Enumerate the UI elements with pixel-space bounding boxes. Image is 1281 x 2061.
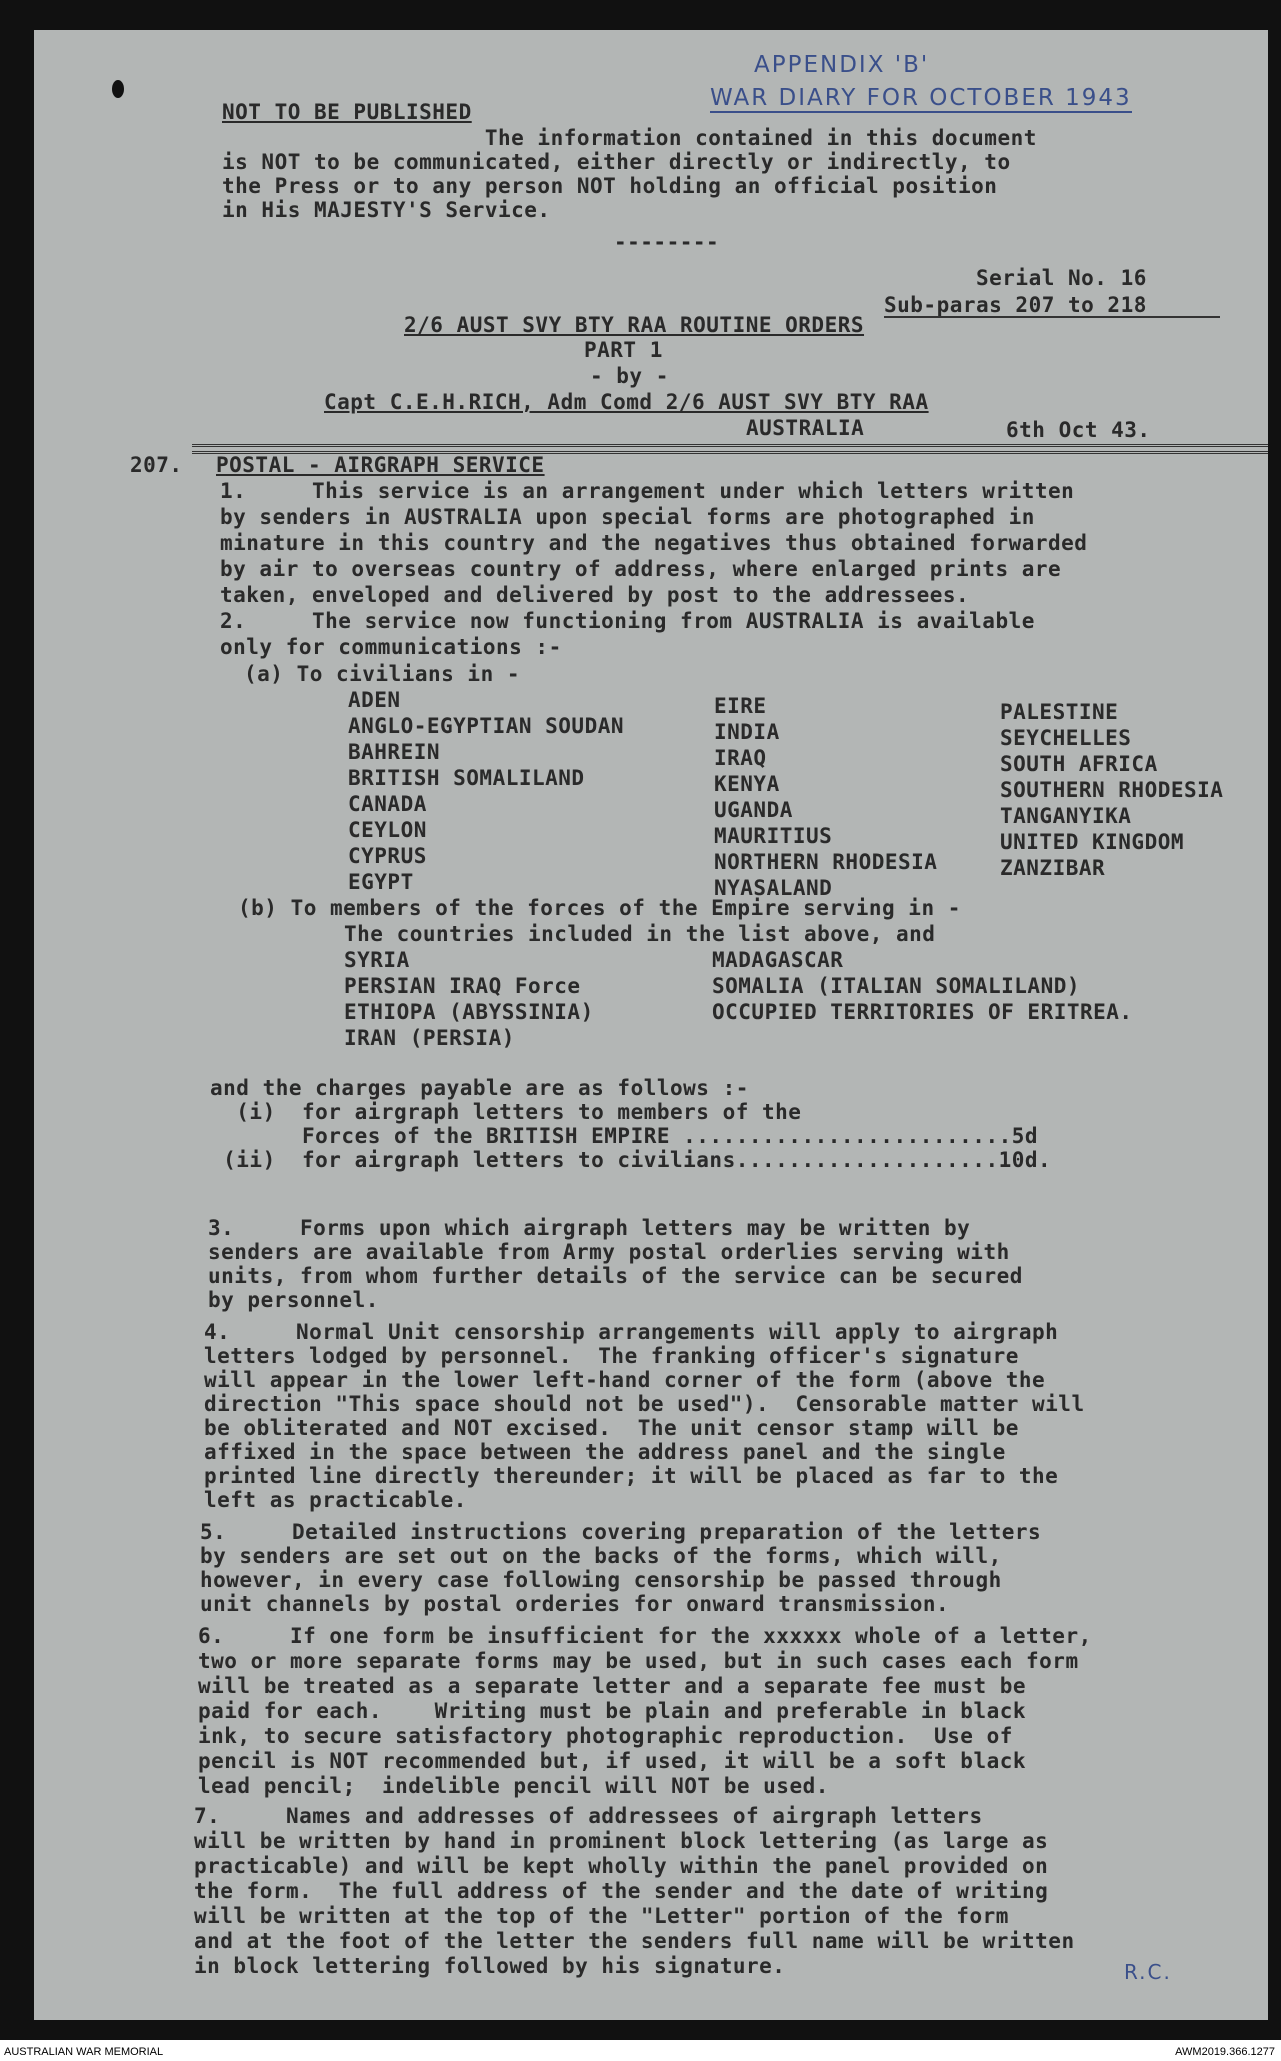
place: AUSTRALIA <box>746 416 865 440</box>
serial-number: Serial No. 16 <box>976 266 1147 290</box>
text-line: in block lettering followed by his signature. <box>194 1954 786 1978</box>
country-name: CYPRUS <box>348 844 427 868</box>
orders-title: 2/6 AUST SVY BTY RAA ROUTINE ORDERS <box>404 313 865 337</box>
notice-line: The information contained in this document <box>222 126 1037 150</box>
text-line: senders are available from Army postal orderlies serving with <box>208 1240 1010 1264</box>
document-page <box>34 30 1268 2020</box>
by-label: - by - <box>590 364 669 388</box>
country-name: UGANDA <box>714 798 793 822</box>
handwritten-appendix: APPENDIX 'B' <box>754 52 930 78</box>
country-name: NORTHERN RHODESIA <box>714 850 938 874</box>
country-name: BRITISH SOMALILAND <box>348 766 585 790</box>
text-line: and at the foot of the letter the senders full name will be written <box>194 1929 1075 1953</box>
text-line: two or more separate forms may be used, but in such cases each form <box>198 1649 1079 1673</box>
text-line: 2. The service now functioning from AUSTRALIA is available <box>220 609 1035 633</box>
country-name: EIRE <box>714 694 767 718</box>
order-date: 6th Oct 43. <box>1006 418 1151 442</box>
text-line: unit channels by postal orderies for onward transmission. <box>200 1592 950 1616</box>
country-name: BAHREIN <box>348 740 441 764</box>
country-name: ZANZIBAR <box>1000 856 1106 880</box>
country-name: UNITED KINGDOM <box>1000 830 1185 854</box>
country-name: NYASALAND <box>714 876 833 900</box>
text-line: 7. Names and addresses of addressees of airgraph letters <box>194 1804 983 1828</box>
text-line: ink, to secure satisfactory photographic reproduction. Use of <box>198 1724 1013 1748</box>
text-line: paid for each. Writing must be plain and preferable in black <box>198 1699 1027 1723</box>
text-line: taken, enveloped and delivered by post to the addressees. <box>220 583 970 607</box>
country-name: SOUTH AFRICA <box>1000 752 1158 776</box>
text-line: 1. This service is an arrangement under which letters written <box>220 479 1075 503</box>
country-name: TANGANYIKA <box>1000 804 1132 828</box>
handwritten-war-diary: WAR DIARY FOR OCTOBER 1943 <box>710 85 1132 111</box>
charge-line: Forces of the BRITISH EMPIRE .........................5d <box>210 1124 1039 1148</box>
forces-intro: The countries included in the list above, and <box>344 922 936 946</box>
footer-right: AWM2019.366.1277 <box>1175 2046 1275 2058</box>
text-line: by senders are set out on the backs of the forms, which will, <box>200 1544 1002 1568</box>
text-line: 5. Detailed instructions covering preparation of the letters <box>200 1520 1042 1544</box>
country-name: PERSIAN IRAQ Force <box>344 974 581 998</box>
country-name: INDIA <box>714 720 780 744</box>
text-line: will be written at the top of the "Letter" portion of the form <box>194 1904 1009 1928</box>
text-line: 6. If one form be insufficient for the xxxxxx whole of a letter, <box>198 1624 1092 1648</box>
text-line: printed line directly thereunder; it will be placed as far to the <box>204 1464 1059 1488</box>
text-line: will be treated as a separate letter and a separate fee must be <box>198 1674 1027 1698</box>
not-published-heading: NOT TO BE PUBLISHED <box>222 100 472 124</box>
text-line: units, from whom further details of the service can be secured <box>208 1264 1023 1288</box>
country-name: KENYA <box>714 772 780 796</box>
country-name: SOUTHERN RHODESIA <box>1000 778 1224 802</box>
text-line: pencil is NOT recommended but, if used, it will be a soft black <box>198 1749 1027 1773</box>
section-number: 207. <box>130 453 183 477</box>
sub-a-heading: (a) To civilians in - <box>244 662 521 686</box>
charge-line: and the charges payable are as follows :- <box>210 1076 749 1100</box>
charge-line: (i) for airgraph letters to members of the <box>210 1100 802 1124</box>
text-line: the form. The full address of the sender and the date of writing <box>194 1879 1049 1903</box>
footer-bar <box>0 2040 1281 2061</box>
notice-line: the Press or to any person NOT holding an official position <box>222 174 998 198</box>
text-line: left as practicable. <box>204 1488 467 1512</box>
country-name: SYRIA <box>344 948 410 972</box>
country-name: OCCUPIED TERRITORIES OF ERITREA. <box>712 1000 1133 1024</box>
notice-line: is NOT to be communicated, either directly or indirectly, to <box>222 150 1011 174</box>
text-line: by air to overseas country of address, where enlarged prints are <box>220 557 1062 581</box>
text-line: will be written by hand in prominent block lettering (as large as <box>194 1829 1049 1853</box>
country-name: ETHIOPA (ABYSSINIA) <box>344 1000 594 1024</box>
country-name: IRAN (PERSIA) <box>344 1026 515 1050</box>
country-name: MAURITIUS <box>714 824 833 848</box>
part-label: PART 1 <box>584 338 663 362</box>
footer-left: AUSTRALIAN WAR MEMORIAL <box>4 2046 164 2058</box>
sub-b-heading: (b) To members of the forces of the Empire serving in - <box>238 896 961 920</box>
author-line: Capt C.E.H.RICH, Adm Comd 2/6 AUST SVY BTY RAA <box>324 390 929 414</box>
country-name: EGYPT <box>348 870 414 894</box>
handwritten-initials: R.C. <box>1124 1960 1172 1984</box>
text-line: by senders in AUSTRALIA upon special forms are photographed in <box>220 505 1035 529</box>
punch-hole <box>112 80 124 98</box>
sub-paras: Sub-paras 207 to 218 <box>884 293 1147 317</box>
text-line: practicable) and will be kept wholly within the panel provided on <box>194 1854 1049 1878</box>
sub-paras-underline <box>884 316 1220 318</box>
text-line: be obliterated and NOT excised. The unit censor stamp will be <box>204 1416 1019 1440</box>
text-line: however, in every case following censorship be passed through <box>200 1568 1002 1592</box>
text-line: by personnel. <box>208 1288 379 1312</box>
charge-line: (ii) for airgraph letters to civilians....................10d. <box>210 1148 1052 1172</box>
section-title: POSTAL - AIRGRAPH SERVICE <box>216 453 545 477</box>
country-name: CANADA <box>348 792 427 816</box>
country-name: SOMALIA (ITALIAN SOMALILAND) <box>712 974 1081 998</box>
double-rule <box>192 444 1268 447</box>
text-line: 4. Normal Unit censorship arrangements will apply to airgraph <box>204 1320 1059 1344</box>
country-name: MADAGASCAR <box>712 948 844 972</box>
country-name: SEYCHELLES <box>1000 726 1132 750</box>
country-name: IRAQ <box>714 746 767 770</box>
country-name: ANGLO-EGYPTIAN SOUDAN <box>348 714 625 738</box>
text-line: affixed in the space between the address panel and the single <box>204 1440 1006 1464</box>
text-line: lead pencil; indelible pencil will NOT be used. <box>198 1774 829 1798</box>
text-line: minature in this country and the negatives thus obtained forwarded <box>220 531 1088 555</box>
text-line: direction "This space should not be used"). Censorable matter will <box>204 1392 1085 1416</box>
country-name: PALESTINE <box>1000 700 1119 724</box>
notice-line: in His MAJESTY'S Service. <box>222 198 551 222</box>
text-line: letters lodged by personnel. The franking officer's signature <box>204 1344 1019 1368</box>
text-line: 3. Forms upon which airgraph letters may be written by <box>208 1216 971 1240</box>
country-name: CEYLON <box>348 818 427 842</box>
text-line: only for communications :- <box>220 635 562 659</box>
dash-separator: -------- <box>614 230 720 254</box>
text-line: will appear in the lower left-hand corner of the form (above the <box>204 1368 1046 1392</box>
country-name: ADEN <box>348 688 401 712</box>
